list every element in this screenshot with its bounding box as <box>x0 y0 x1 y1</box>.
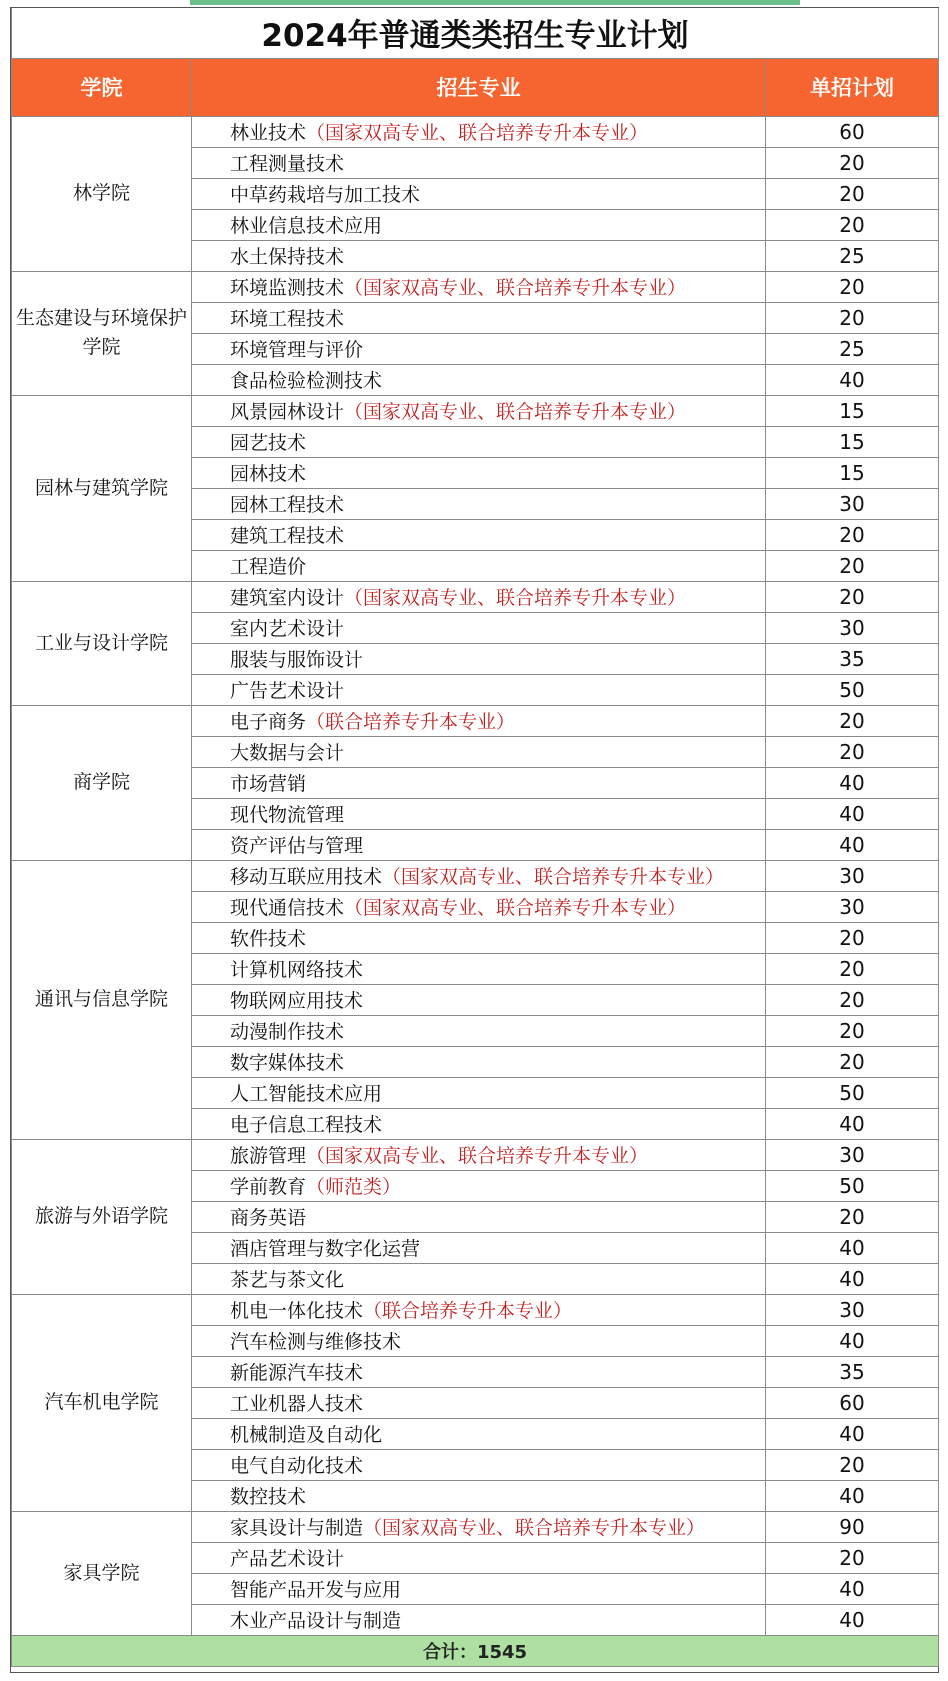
major-name: 学前教育 <box>230 1176 307 1198</box>
major-cell <box>192 209 766 240</box>
major-name: 电子信息工程技术 <box>230 1114 383 1136</box>
major-cell <box>192 798 766 829</box>
plan-count-cell: 30 <box>766 488 939 519</box>
plan-count-cell: 20 <box>766 178 939 209</box>
plan-count-cell: 20 <box>766 953 939 984</box>
major-name: 家具设计与制造 <box>230 1517 364 1539</box>
major-cell <box>192 1108 766 1139</box>
major-name: 现代物流管理 <box>230 804 345 826</box>
college-cell: 汽车机电学院 <box>12 1294 192 1511</box>
major-cell <box>192 705 766 736</box>
major-cell <box>192 1201 766 1232</box>
plan-count-cell: 90 <box>766 1511 939 1542</box>
plan-count-cell: 40 <box>766 1108 939 1139</box>
college-cell: 工业与设计学院 <box>12 581 192 705</box>
major-cell <box>192 581 766 612</box>
major-cell <box>192 736 766 767</box>
major-note: （师范类） <box>306 1176 402 1198</box>
college-cell: 生态建设与环境保护学院 <box>12 271 192 395</box>
major-note: （国家双高专业、联合培养专升本专业） <box>306 1145 649 1167</box>
major-name: 服装与服饰设计 <box>230 649 364 671</box>
plan-count-cell: 20 <box>766 1201 939 1232</box>
major-cell <box>192 1263 766 1294</box>
plan-count-cell: 50 <box>766 1170 939 1201</box>
major-cell <box>192 1449 766 1480</box>
major-name: 木业产品设计与制造 <box>230 1610 402 1632</box>
plan-count-cell: 40 <box>766 1263 939 1294</box>
major-cell <box>192 426 766 457</box>
college-cell: 园林与建筑学院 <box>12 395 192 581</box>
college-cell: 商学院 <box>12 705 192 860</box>
plan-count-cell: 20 <box>766 1046 939 1077</box>
major-cell <box>192 178 766 209</box>
college-cell: 旅游与外语学院 <box>12 1139 192 1294</box>
major-cell <box>192 860 766 891</box>
plan-count-cell: 15 <box>766 426 939 457</box>
major-name: 建筑工程技术 <box>230 525 345 547</box>
plan-count-cell: 20 <box>766 1449 939 1480</box>
total-row <box>12 1635 939 1666</box>
major-name: 电气自动化技术 <box>230 1455 364 1477</box>
major-name: 人工智能技术应用 <box>230 1083 383 1105</box>
major-cell <box>192 767 766 798</box>
major-cell <box>192 1139 766 1170</box>
plan-count-cell: 60 <box>766 1387 939 1418</box>
major-cell <box>192 1046 766 1077</box>
major-cell <box>192 1604 766 1635</box>
table-row <box>12 271 939 302</box>
major-note: （国家双高专业、联合培养专升本专业） <box>344 277 687 299</box>
major-name: 大数据与会计 <box>230 742 345 764</box>
plan-count-cell: 20 <box>766 984 939 1015</box>
plan-count-cell: 20 <box>766 736 939 767</box>
major-name: 广告艺术设计 <box>230 680 345 702</box>
plan-count-cell: 40 <box>766 1604 939 1635</box>
major-name: 环境工程技术 <box>230 308 345 330</box>
major-cell <box>192 922 766 953</box>
plan-count-cell: 35 <box>766 643 939 674</box>
major-cell <box>192 1325 766 1356</box>
plan-count-cell: 30 <box>766 891 939 922</box>
major-cell <box>192 1573 766 1604</box>
major-cell <box>192 364 766 395</box>
title-row <box>12 8 939 58</box>
page-title: 2024年普通类类招生专业计划 <box>12 8 939 58</box>
major-note: （国家双高专业、联合培养专升本专业） <box>344 587 687 609</box>
plan-count-cell: 40 <box>766 767 939 798</box>
plan-count-cell: 40 <box>766 364 939 395</box>
major-cell <box>192 271 766 302</box>
major-cell <box>192 1077 766 1108</box>
plan-count-cell: 60 <box>766 116 939 147</box>
major-cell <box>192 333 766 364</box>
plan-count-cell: 30 <box>766 1139 939 1170</box>
plan-count-cell: 20 <box>766 147 939 178</box>
major-name: 现代通信技术 <box>230 897 345 919</box>
major-name: 林业信息技术应用 <box>230 215 383 237</box>
major-name: 商务英语 <box>230 1207 307 1229</box>
major-cell <box>192 240 766 271</box>
major-name: 园艺技术 <box>230 432 307 454</box>
plan-count-cell: 20 <box>766 1542 939 1573</box>
plan-count-cell: 15 <box>766 457 939 488</box>
plan-count-cell: 50 <box>766 1077 939 1108</box>
plan-count-cell: 20 <box>766 705 939 736</box>
plan-count-cell: 25 <box>766 333 939 364</box>
major-name: 机电一体化技术 <box>230 1300 364 1322</box>
header-plan: 单招计划 <box>766 58 939 116</box>
plan-count-cell: 40 <box>766 1480 939 1511</box>
major-name: 市场营销 <box>230 773 307 795</box>
plan-count-cell: 40 <box>766 1573 939 1604</box>
major-name: 数控技术 <box>230 1486 307 1508</box>
plan-count-cell: 20 <box>766 922 939 953</box>
major-cell <box>192 829 766 860</box>
plan-count-cell: 20 <box>766 519 939 550</box>
major-name: 新能源汽车技术 <box>230 1362 364 1384</box>
major-name: 室内艺术设计 <box>230 618 345 640</box>
major-name: 食品检验检测技术 <box>230 370 383 392</box>
major-cell <box>192 1511 766 1542</box>
major-cell <box>192 116 766 147</box>
major-name: 资产评估与管理 <box>230 835 364 857</box>
major-cell <box>192 612 766 643</box>
plan-count-cell: 35 <box>766 1356 939 1387</box>
major-note: （联合培养专升本专业） <box>363 1300 573 1322</box>
major-note: （联合培养专升本专业） <box>306 711 516 733</box>
major-name: 林业技术 <box>230 122 307 144</box>
major-name: 风景园林设计 <box>230 401 345 423</box>
major-name: 茶艺与茶文化 <box>230 1269 345 1291</box>
table-row <box>12 705 939 736</box>
major-cell <box>192 457 766 488</box>
plan-count-cell: 40 <box>766 798 939 829</box>
major-name: 计算机网络技术 <box>230 959 364 981</box>
major-name: 电子商务 <box>230 711 307 733</box>
college-cell: 家具学院 <box>12 1511 192 1635</box>
major-cell <box>192 1418 766 1449</box>
plan-count-cell: 40 <box>766 1232 939 1263</box>
major-name: 物联网应用技术 <box>230 990 364 1012</box>
total-label: 合计：1545 <box>12 1635 939 1666</box>
major-cell <box>192 519 766 550</box>
major-cell <box>192 395 766 426</box>
table-row <box>12 116 939 147</box>
major-name: 数字媒体技术 <box>230 1052 345 1074</box>
major-name: 工业机器人技术 <box>230 1393 364 1415</box>
major-note: （国家双高专业、联合培养专升本专业） <box>344 401 687 423</box>
major-name: 中草药栽培与加工技术 <box>230 184 421 206</box>
major-name: 动漫制作技术 <box>230 1021 345 1043</box>
major-name: 园林技术 <box>230 463 307 485</box>
major-cell <box>192 953 766 984</box>
table-body <box>12 116 939 1635</box>
major-cell <box>192 302 766 333</box>
major-cell <box>192 550 766 581</box>
header-college: 学院 <box>12 58 192 116</box>
header-row <box>12 58 939 116</box>
major-cell <box>192 147 766 178</box>
major-cell <box>192 891 766 922</box>
plan-count-cell: 20 <box>766 271 939 302</box>
major-name: 环境监测技术 <box>230 277 345 299</box>
college-cell: 通讯与信息学院 <box>12 860 192 1139</box>
major-name: 旅游管理 <box>230 1145 307 1167</box>
major-cell <box>192 1480 766 1511</box>
table-row <box>12 1294 939 1325</box>
major-cell <box>192 643 766 674</box>
major-cell <box>192 1170 766 1201</box>
plan-count-cell: 15 <box>766 395 939 426</box>
enrollment-plan-table <box>11 8 939 1667</box>
plan-count-cell: 30 <box>766 1294 939 1325</box>
major-name: 园林工程技术 <box>230 494 345 516</box>
plan-count-cell: 50 <box>766 674 939 705</box>
major-note: （国家双高专业、联合培养专升本专业） <box>382 866 725 888</box>
top-accent-bar <box>190 0 800 5</box>
major-cell <box>192 1542 766 1573</box>
plan-count-cell: 25 <box>766 240 939 271</box>
major-name: 环境管理与评价 <box>230 339 364 361</box>
plan-count-cell: 20 <box>766 302 939 333</box>
plan-count-cell: 20 <box>766 581 939 612</box>
major-note: （国家双高专业、联合培养专升本专业） <box>363 1517 706 1539</box>
major-name: 建筑室内设计 <box>230 587 345 609</box>
major-cell <box>192 984 766 1015</box>
major-name: 水土保持技术 <box>230 246 345 268</box>
major-cell <box>192 1356 766 1387</box>
table-row <box>12 1139 939 1170</box>
major-name: 移动互联应用技术 <box>230 866 383 888</box>
major-cell <box>192 1387 766 1418</box>
major-name: 智能产品开发与应用 <box>230 1579 402 1601</box>
major-cell <box>192 1294 766 1325</box>
major-name: 工程测量技术 <box>230 153 345 175</box>
major-name: 产品艺术设计 <box>230 1548 345 1570</box>
table-row <box>12 860 939 891</box>
enrollment-plan-sheet <box>10 7 939 1673</box>
major-name: 机械制造及自动化 <box>230 1424 383 1446</box>
plan-count-cell: 40 <box>766 829 939 860</box>
major-note: （国家双高专业、联合培养专升本专业） <box>344 897 687 919</box>
major-note: （国家双高专业、联合培养专升本专业） <box>306 122 649 144</box>
plan-count-cell: 20 <box>766 209 939 240</box>
major-name: 酒店管理与数字化运营 <box>230 1238 421 1260</box>
plan-count-cell: 40 <box>766 1418 939 1449</box>
major-name: 汽车检测与维修技术 <box>230 1331 402 1353</box>
plan-count-cell: 20 <box>766 1015 939 1046</box>
college-cell: 林学院 <box>12 116 192 271</box>
table-row <box>12 581 939 612</box>
table-row <box>12 395 939 426</box>
major-cell <box>192 1232 766 1263</box>
plan-count-cell: 30 <box>766 612 939 643</box>
major-cell <box>192 1015 766 1046</box>
major-name: 工程造价 <box>230 556 307 578</box>
major-name: 软件技术 <box>230 928 307 950</box>
major-cell <box>192 674 766 705</box>
table-row <box>12 1511 939 1542</box>
plan-count-cell: 20 <box>766 550 939 581</box>
plan-count-cell: 40 <box>766 1325 939 1356</box>
plan-count-cell: 30 <box>766 860 939 891</box>
major-cell <box>192 488 766 519</box>
header-major: 招生专业 <box>192 58 766 116</box>
